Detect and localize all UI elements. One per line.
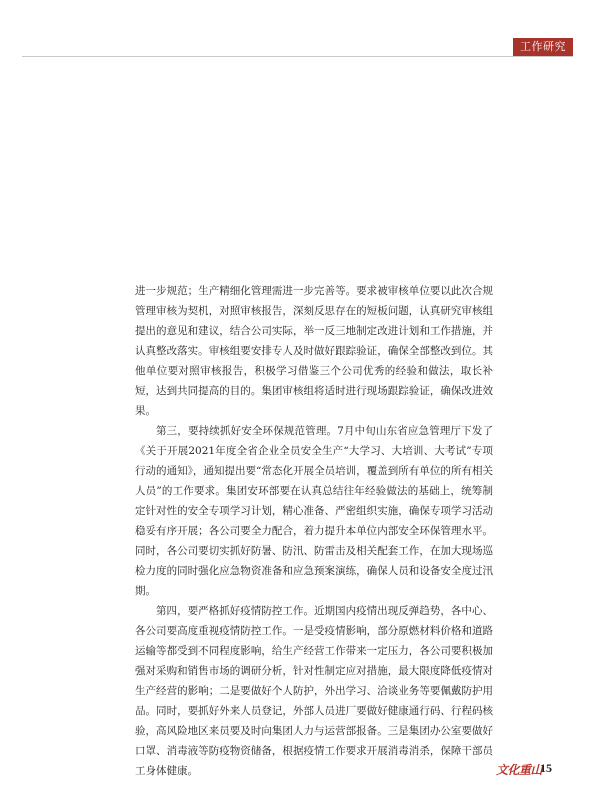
- page-number: 15: [540, 761, 552, 775]
- paragraph-continuation: 进一步规范；生产精细化管理需进一步完善等。要求被审核单位要以此次合规管理审核为契机，对照审核报告，深刻反思存在的短板问题，认真研究审核组提出的意见和建议，结合公司实际，举一反三地制定改进计划和工作措施，并认真整改落实。审核组要安排专人及时做好跟踪验证，确保全部整改到位。其他单位要对照审核报告，积极学习借鉴三个公司优秀的经验和做法，取长补短，达到共同提高的目的。集团审核组将适时进行现场跟踪验证，确保改进效果。: [135, 285, 493, 417]
- article-body: [135, 281, 493, 781]
- publication-logo: 文化重山: [496, 763, 543, 777]
- section-tag: 工作研究: [513, 38, 573, 56]
- paragraph-fourth-point: 第四，要严格抓好疫情防控工作。近期国内疫情出现反弹趋势，各中心、各公司要高度重视疫情防控工作。一是受疫情影响，部分原燃材料价格和道路运输等都受到不同程度影响，给生产经营工作带来一定压力，各公司要积极加强对采购和销售市场的调研分析，针对性制定应对措施，最大限度降低疫情对生产经营的影响；二是要做好个人防护，外出学习、洽谈业务等要佩戴防护用品。同时，要抓好外来人员登记，外部人员进厂要做好健康通行码、行程码核验，高风险地区来员要及时向集团人力与运营部报备。三是集团办公室要做好口罩、消毒液等防疫物资储备，根据疫情工作要求开展消毒消杀，保障干部员工身体健康。: [135, 605, 493, 777]
- paragraph-third-point: 第三，要持续抓好安全环保规范管理。7月中旬山东省应急管理厅下发了《关于开展2021年度全省企业全员安全生产“大学习、大培训、大考试”专项行动的通知》，通知提出要“常态化开展全员培训，覆盖到所有单位的所有相关人员”的工作要求。集团安环部要在认真总结往年经验做法的基础上，统筹制定针对性的安全专项学习计划，精心准备、严密组织实施，确保专项学习活动稳妥有序开展；各公司要全力配合，着力提升本单位内部安全环保管理水平。同时，各公司要切实抓好防暑、防汛、防雷击及相关配套工作，在加大现场巡检力度的同时强化应急物资准备和应急预案演练，确保人员和设备安全度过汛期。: [135, 425, 493, 597]
- header-rule: [22, 56, 573, 57]
